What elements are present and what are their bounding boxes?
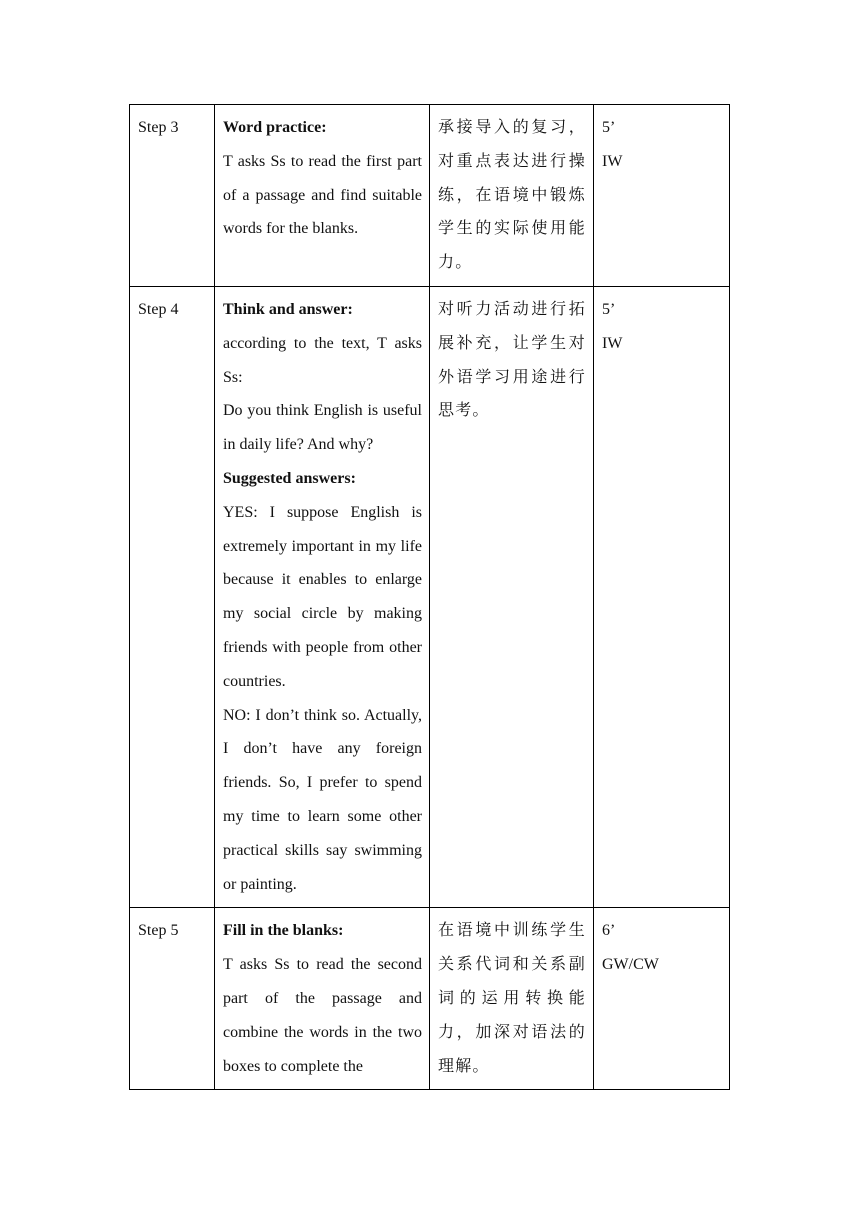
time-mode-cell xyxy=(594,908,730,1090)
step-label: Step 4 xyxy=(138,300,179,318)
activity-heading: Think and answer: xyxy=(223,300,353,318)
table-row xyxy=(130,105,730,287)
purpose-cell xyxy=(430,105,594,287)
purpose-text: 承接导入的复习，对重点表达进行操练，在语境中锻炼学生的实际使用能力。 xyxy=(438,119,586,272)
activity-heading: Word practice: xyxy=(223,119,327,136)
activity-heading: Suggested answers: xyxy=(223,469,356,487)
purpose-text: 在语境中训练学生关系代词和关系副词的运用转换能力，加深对语法的理解。 xyxy=(438,922,586,1075)
time-value: 5’ xyxy=(602,119,616,136)
activity-text: Do you think English is useful in daily life? And why? xyxy=(223,402,422,454)
time-mode-cell xyxy=(594,105,730,287)
purpose-cell xyxy=(430,908,594,1090)
activity-heading: Fill in the blanks: xyxy=(223,922,344,940)
table-row xyxy=(130,286,730,907)
purpose-text: 对听力活动进行拓展补充，让学生对外语学习用途进行思考。 xyxy=(438,300,586,420)
activity-text: T asks Ss to read the first part of a passage and find suitable words for the blanks. xyxy=(223,152,422,238)
activity-text: according to the text, T asks Ss: xyxy=(223,334,422,386)
mode-value: IW xyxy=(602,152,623,170)
time-value: 6’ xyxy=(602,922,616,940)
step-cell xyxy=(130,105,215,287)
time-mode-cell xyxy=(594,286,730,907)
table-row xyxy=(130,908,730,1090)
activity-text: YES: I suppose English is extremely important in my life because it enables to enlarge my social circle by making friends with people from other countries. xyxy=(223,503,422,690)
mode-value: GW/CW xyxy=(602,956,659,974)
activity-cell xyxy=(215,908,430,1090)
time-value: 5’ xyxy=(602,300,616,318)
activity-text: NO: I don’t think so. Actually, I don’t have any foreign friends. So, I prefer to spend my time to learn some other practical skills say swimming or painting. xyxy=(223,706,422,893)
mode-value: IW xyxy=(602,334,623,352)
step-cell xyxy=(130,286,215,907)
step-label: Step 3 xyxy=(138,119,179,136)
activity-cell xyxy=(215,105,430,287)
step-label: Step 5 xyxy=(138,922,179,940)
purpose-cell xyxy=(430,286,594,907)
lesson-plan-table xyxy=(129,104,730,1090)
activity-text: T asks Ss to read the second part of the passage and combine the words in the two boxes to complete the xyxy=(223,956,422,1075)
activity-cell xyxy=(215,286,430,907)
step-cell xyxy=(130,908,215,1090)
